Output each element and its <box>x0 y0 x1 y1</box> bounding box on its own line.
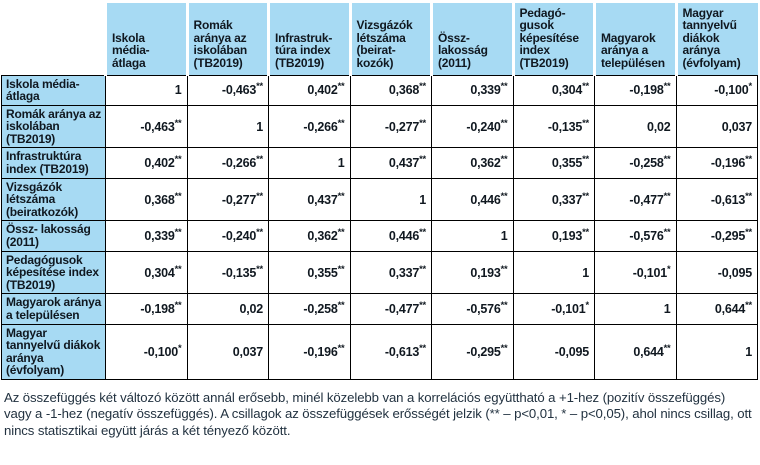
significance-stars: ** <box>337 80 345 91</box>
cell-r1-c4: 0,368** <box>350 75 432 105</box>
cell-r1-c6: 0,304** <box>513 75 595 105</box>
cell-r6-c7: -0,101* <box>595 251 677 294</box>
significance-stars: ** <box>500 80 508 91</box>
cell-r6-c3: 0,355** <box>269 251 351 294</box>
row-header-5: Össz- lakosság (2011) <box>2 221 106 251</box>
significance-stars: ** <box>663 153 671 164</box>
cell-r8-c6: -0,095 <box>513 324 595 379</box>
significance-stars: ** <box>745 190 752 201</box>
cell-r5-c3: 0,362** <box>269 221 351 251</box>
cell-r1-c5: 0,339** <box>432 75 514 105</box>
significance-stars: ** <box>582 190 589 201</box>
cell-r6-c5: 0,193** <box>432 251 514 294</box>
significance-stars: ** <box>419 80 426 91</box>
cell-r2-c1: -0,463** <box>106 105 188 148</box>
significance-stars: ** <box>337 117 345 128</box>
cell-r1-c8: -0,100* <box>676 75 758 105</box>
cell-r8-c1: -0,100* <box>106 324 188 379</box>
corner-cell <box>2 3 106 75</box>
cell-r4-c4: 1 <box>350 178 432 221</box>
significance-stars: * <box>178 342 182 353</box>
cell-r3-c8: -0,196** <box>676 148 758 178</box>
significance-stars: ** <box>174 190 182 201</box>
significance-stars: ** <box>174 117 182 128</box>
table-body <box>2 75 758 379</box>
cell-r1-c7: -0,198** <box>595 75 677 105</box>
significance-stars: ** <box>174 263 182 274</box>
significance-stars: * <box>585 299 589 310</box>
column-header-3: Infrastruk-túra index (TB2019) <box>269 3 351 75</box>
significance-stars: ** <box>582 80 589 91</box>
table-row <box>2 294 758 324</box>
table-row <box>2 75 758 105</box>
cell-r7-c2: 0,02 <box>187 294 269 324</box>
significance-stars: ** <box>337 342 345 353</box>
cell-r8-c8: 1 <box>676 324 758 379</box>
significance-stars: ** <box>419 299 426 310</box>
cell-r3-c7: -0,258** <box>595 148 677 178</box>
cell-r3-c3: 1 <box>269 148 351 178</box>
footnote: Az összefüggés két változó között annál erősebb, minél közelebb van a korrelációs együttható a +1-hez (pozitív összefüggés) vagy a -1-hez (negatív összefüggés). A csillagok az összefüggések erősségét jelzik (** – p<0,01, * – p<0,05), ahol nincs csillag, ott nincs statisztikai együtt járás a két tényező között. <box>4 389 752 438</box>
cell-r8-c7: 0,644** <box>595 324 677 379</box>
cell-r3-c4: 0,437** <box>350 148 432 178</box>
cell-r5-c2: -0,240** <box>187 221 269 251</box>
table-row <box>2 178 758 221</box>
cell-r7-c1: -0,198** <box>106 294 188 324</box>
cell-r8-c2: 0,037 <box>187 324 269 379</box>
significance-stars: ** <box>582 226 589 237</box>
row-header-2: Romák aránya az iskolában (TB2019) <box>2 105 106 148</box>
cell-r4-c2: -0,277** <box>187 178 269 221</box>
significance-stars: ** <box>582 117 589 128</box>
cell-r2-c4: -0,277** <box>350 105 432 148</box>
cell-r2-c2: 1 <box>187 105 269 148</box>
significance-stars: ** <box>500 190 508 201</box>
significance-stars: ** <box>500 263 508 274</box>
cell-r1-c2: -0,463** <box>187 75 269 105</box>
significance-stars: * <box>667 263 671 274</box>
significance-stars: ** <box>256 263 263 274</box>
cell-r8-c3: -0,196** <box>269 324 351 379</box>
cell-r4-c1: 0,368** <box>106 178 188 221</box>
cell-r5-c6: 0,193** <box>513 221 595 251</box>
row-header-7: Magyarok aránya a településen <box>2 294 106 324</box>
cell-r3-c1: 0,402** <box>106 148 188 178</box>
cell-r3-c6: 0,355** <box>513 148 595 178</box>
significance-stars: ** <box>337 263 345 274</box>
significance-stars: ** <box>663 190 671 201</box>
cell-r5-c4: 0,446** <box>350 221 432 251</box>
column-header-4: Vizsgázók létszáma (beirat-kozók) <box>350 3 432 75</box>
significance-stars: ** <box>663 226 671 237</box>
cell-r7-c7: 1 <box>595 294 677 324</box>
significance-stars: ** <box>337 299 345 310</box>
cell-r2-c7: 0,02 <box>595 105 677 148</box>
cell-r5-c1: 0,339** <box>106 221 188 251</box>
significance-stars: ** <box>337 190 345 201</box>
cell-r6-c6: 1 <box>513 251 595 294</box>
row-header-4: Vizsgázók létszáma (beiratkozók) <box>2 178 106 221</box>
cell-r4-c5: 0,446** <box>432 178 514 221</box>
column-header-5: Össz-lakosság (2011) <box>432 3 514 75</box>
significance-stars: ** <box>663 80 671 91</box>
significance-stars: ** <box>500 342 508 353</box>
cell-r2-c6: -0,135** <box>513 105 595 148</box>
significance-stars: ** <box>663 342 671 353</box>
column-header-1: Iskola média-átlaga <box>106 3 188 75</box>
significance-stars: ** <box>419 342 426 353</box>
significance-stars: ** <box>500 117 508 128</box>
cell-r3-c5: 0,362** <box>432 148 514 178</box>
cell-r6-c8: -0,095 <box>676 251 758 294</box>
column-header-8: Magyar tannyelvű diákok aránya (évfolyam) <box>676 3 758 75</box>
significance-stars: ** <box>582 153 589 164</box>
significance-stars: ** <box>256 226 263 237</box>
cell-r5-c8: -0,295** <box>676 221 758 251</box>
table-row <box>2 148 758 178</box>
significance-stars: ** <box>500 153 508 164</box>
cell-r7-c5: -0,576** <box>432 294 514 324</box>
significance-stars: ** <box>256 190 263 201</box>
significance-stars: * <box>748 80 752 91</box>
table-row <box>2 105 758 148</box>
row-header-8: Magyar tannyelvű diákok aránya (évfolyam) <box>2 324 106 379</box>
cell-r1-c3: 0,402** <box>269 75 351 105</box>
significance-stars: ** <box>174 226 182 237</box>
cell-r6-c2: -0,135** <box>187 251 269 294</box>
significance-stars: ** <box>419 226 426 237</box>
cell-r2-c8: 0,037 <box>676 105 758 148</box>
significance-stars: ** <box>500 299 508 310</box>
cell-r7-c8: 0,644** <box>676 294 758 324</box>
correlation-table <box>1 3 758 380</box>
cell-r5-c5: 1 <box>432 221 514 251</box>
cell-r4-c8: -0,613** <box>676 178 758 221</box>
cell-r6-c4: 0,337** <box>350 251 432 294</box>
cell-r6-c1: 0,304** <box>106 251 188 294</box>
cell-r4-c7: -0,477** <box>595 178 677 221</box>
cell-r7-c6: -0,101* <box>513 294 595 324</box>
table-row <box>2 251 758 294</box>
cell-r2-c5: -0,240** <box>432 105 514 148</box>
row-header-3: Infrastruktúra index (TB2019) <box>2 148 106 178</box>
cell-r5-c7: -0,576** <box>595 221 677 251</box>
column-header-6: Pedagó-gusok képesítése index (TB2019) <box>513 3 595 75</box>
cell-r8-c5: -0,295** <box>432 324 514 379</box>
cell-r3-c2: -0,266** <box>187 148 269 178</box>
significance-stars: ** <box>174 299 182 310</box>
table-header-row <box>2 3 758 75</box>
cell-r1-c1: 1 <box>106 75 188 105</box>
row-header-1: Iskola média-átlaga <box>2 75 106 105</box>
column-header-7: Magyarok aránya a településen <box>595 3 677 75</box>
cell-r7-c4: -0,477** <box>350 294 432 324</box>
row-header-6: Pedagógusok képesítése index (TB2019) <box>2 251 106 294</box>
cell-r2-c3: -0,266** <box>269 105 351 148</box>
significance-stars: ** <box>419 117 426 128</box>
significance-stars: ** <box>256 80 263 91</box>
significance-stars: ** <box>745 153 752 164</box>
significance-stars: ** <box>337 226 345 237</box>
cell-r7-c3: -0,258** <box>269 294 351 324</box>
table-row <box>2 221 758 251</box>
significance-stars: ** <box>419 263 426 274</box>
table-row <box>2 324 758 379</box>
cell-r8-c4: -0,613** <box>350 324 432 379</box>
significance-stars: ** <box>745 299 752 310</box>
significance-stars: ** <box>745 226 752 237</box>
cell-r4-c3: 0,437** <box>269 178 351 221</box>
significance-stars: ** <box>419 153 426 164</box>
significance-stars: ** <box>256 153 263 164</box>
cell-r4-c6: 0,337** <box>513 178 595 221</box>
significance-stars: ** <box>174 153 182 164</box>
column-header-2: Romák aránya az iskolában (TB2019) <box>187 3 269 75</box>
